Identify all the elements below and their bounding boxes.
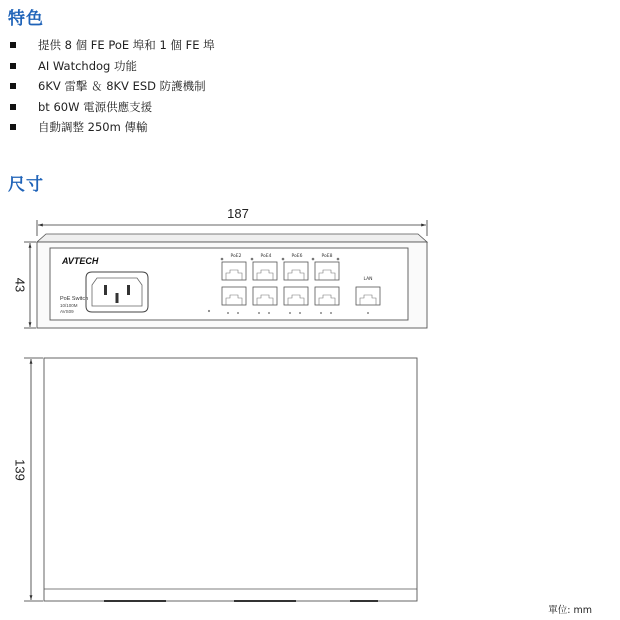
- height-label: 43: [12, 277, 28, 293]
- feature-item: [10, 56, 215, 77]
- port-label: PoE2: [230, 254, 242, 259]
- feature-item: [10, 35, 215, 56]
- dimensions-heading: 尺寸: [8, 175, 44, 195]
- front-top-bevel: [37, 234, 427, 242]
- height-dimension: [13, 242, 36, 328]
- feature-text: bt 60W 電源供應支援: [38, 99, 153, 114]
- rj45-port: [222, 262, 246, 280]
- bullet-icon: [10, 104, 16, 110]
- led-indicator: [312, 258, 315, 261]
- bullet-icon: [10, 42, 16, 48]
- dimension-drawing: [0, 200, 620, 620]
- feature-item: [10, 97, 215, 118]
- feature-text: 提供 8 個 FE PoE 埠和 1 個 FE 埠: [38, 38, 215, 53]
- feature-item: [10, 117, 215, 138]
- depth-dimension: [13, 358, 43, 601]
- brand-logo: AVTECH: [62, 256, 99, 266]
- rj45-port: [315, 262, 339, 280]
- feature-text: 6KV 雷擊 ＆ 8KV ESD 防護機制: [38, 79, 206, 94]
- model-code: AVS09: [60, 309, 74, 314]
- feature-item: [10, 76, 215, 97]
- led-indicator: [337, 258, 340, 261]
- lan-label: LAN: [363, 277, 373, 282]
- feature-text: 自動調整 250m 傳輸: [38, 120, 148, 135]
- bullet-icon: [10, 63, 16, 69]
- model-name: PoE Switch: [60, 296, 89, 302]
- rj45-port: [284, 262, 308, 280]
- top-view: [44, 358, 417, 601]
- top-view-outline: [44, 358, 417, 601]
- port-label: PoE8: [321, 254, 333, 259]
- port-label: PoE4: [260, 254, 272, 259]
- bullet-icon: [10, 124, 16, 130]
- model-speed: 10/100M: [60, 303, 78, 308]
- width-label: 187: [227, 206, 249, 221]
- bullet-icon: [10, 83, 16, 89]
- rj45-port: [315, 287, 339, 305]
- front-view: [37, 234, 427, 328]
- port-label: PoE6: [291, 254, 303, 259]
- unit-label: 單位: mm: [548, 605, 592, 616]
- led-indicator: [251, 258, 254, 261]
- width-dimension: [37, 206, 427, 236]
- led-indicator: [282, 258, 285, 261]
- lan-port: [356, 287, 380, 305]
- depth-label: 139: [12, 459, 28, 481]
- power-inlet: [86, 272, 148, 312]
- rj45-port: [253, 287, 277, 305]
- features-list: [10, 35, 215, 138]
- features-heading: 特色: [8, 9, 44, 29]
- feature-text: AI Watchdog 功能: [38, 58, 138, 73]
- rj45-port: [284, 287, 308, 305]
- rj45-port: [222, 287, 246, 305]
- rj45-port: [253, 262, 277, 280]
- led-indicator: [221, 258, 224, 261]
